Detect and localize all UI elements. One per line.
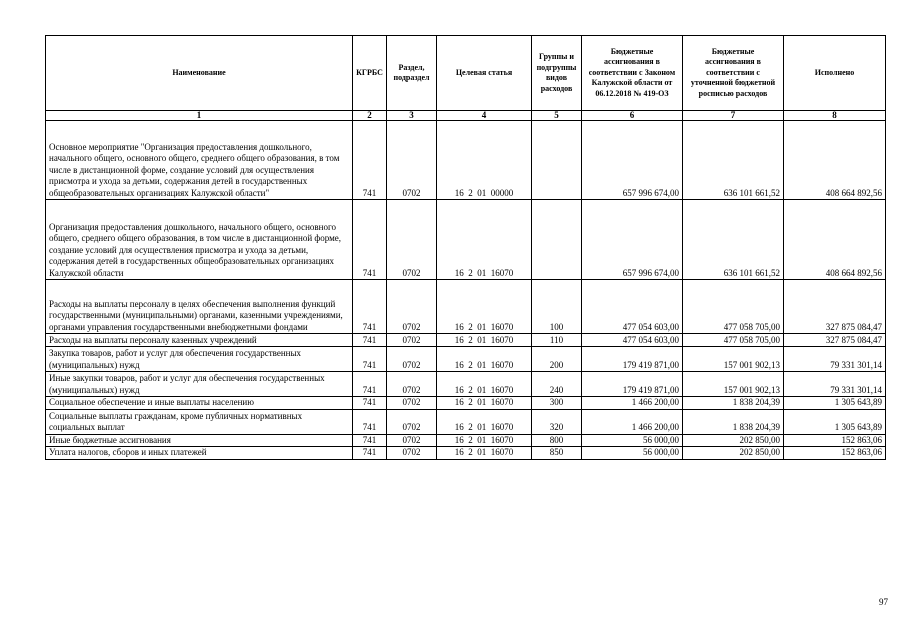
table-row bbox=[46, 409, 886, 434]
table-row bbox=[46, 447, 886, 460]
row-group: 850 bbox=[532, 447, 582, 460]
row-law: 56 000,00 bbox=[582, 434, 683, 447]
row-refined: 477 058 705,00 bbox=[683, 334, 784, 347]
row-law: 179 419 871,00 bbox=[582, 347, 683, 372]
row-refined: 157 001 902,13 bbox=[683, 347, 784, 372]
row-name: Организация предоставления дошкольного, начального общего, основного общего, среднего общего образования, в том числе в дистанционной форме, создание условий для осуществления присмотра и ухода за детьми, содержания детей в государственных общеобразовательных организациях Калужской области bbox=[46, 200, 353, 280]
row-law: 477 054 603,00 bbox=[582, 334, 683, 347]
header-target: Целевая статья bbox=[437, 36, 532, 111]
row-executed: 327 875 084,47 bbox=[784, 334, 886, 347]
row-executed: 152 863,06 bbox=[784, 447, 886, 460]
table-row bbox=[46, 121, 886, 200]
row-executed: 79 331 301,14 bbox=[784, 347, 886, 372]
header-executed: Исполнено bbox=[784, 36, 886, 111]
row-executed: 152 863,06 bbox=[784, 434, 886, 447]
row-name: Расходы на выплаты персоналу в целях обеспечения выполнения функций государственными (муниципальными) органами, казенными учреждениями, органами управления государственными внебюджетными фондами bbox=[46, 280, 353, 334]
row-name: Социальное обеспечение и иные выплаты населению bbox=[46, 397, 353, 410]
column-number: 2 bbox=[353, 111, 387, 121]
column-number: 6 bbox=[582, 111, 683, 121]
row-target: 16 2 01 16070 bbox=[437, 372, 532, 397]
header-assign-law: Бюджетные ассигнования в соответствии с Законом Калужской области от 06.12.2018 № 419-ОЗ bbox=[582, 36, 683, 111]
row-kgrbs: 741 bbox=[353, 280, 387, 334]
row-section: 0702 bbox=[387, 447, 437, 460]
budget-table bbox=[45, 35, 886, 460]
header-name: Наименование bbox=[46, 36, 353, 111]
row-name: Закупка товаров, работ и услуг для обеспечения государственных (муниципальных) нужд bbox=[46, 347, 353, 372]
row-refined: 202 850,00 bbox=[683, 447, 784, 460]
row-group bbox=[532, 200, 582, 280]
row-target: 16 2 01 16070 bbox=[437, 200, 532, 280]
row-law: 477 054 603,00 bbox=[582, 280, 683, 334]
row-refined: 636 101 661,52 bbox=[683, 121, 784, 200]
table-row bbox=[46, 280, 886, 334]
column-number-row bbox=[46, 111, 886, 121]
row-executed: 408 664 892,56 bbox=[784, 121, 886, 200]
page-number: 97 bbox=[879, 597, 888, 607]
row-name: Расходы на выплаты персоналу казенных учреждений bbox=[46, 334, 353, 347]
row-group bbox=[532, 121, 582, 200]
row-law: 179 419 871,00 bbox=[582, 372, 683, 397]
row-name: Основное мероприятие "Организация предоставления дошкольного, начального общего, основного общего, среднего общего образования, в том числе в дистанционной форме, создание условий для осуществления присмотра и ухода за детьми, содержания детей в государственных общеобразовательных организациях Калужской области" bbox=[46, 121, 353, 200]
row-kgrbs: 741 bbox=[353, 372, 387, 397]
row-law: 657 996 674,00 bbox=[582, 200, 683, 280]
table-row bbox=[46, 334, 886, 347]
row-refined: 1 838 204,39 bbox=[683, 397, 784, 410]
row-law: 56 000,00 bbox=[582, 447, 683, 460]
column-number: 3 bbox=[387, 111, 437, 121]
row-refined: 202 850,00 bbox=[683, 434, 784, 447]
column-number: 5 bbox=[532, 111, 582, 121]
row-group: 240 bbox=[532, 372, 582, 397]
row-target: 16 2 01 16070 bbox=[437, 447, 532, 460]
row-target: 16 2 01 16070 bbox=[437, 347, 532, 372]
table-row bbox=[46, 347, 886, 372]
row-law: 1 466 200,00 bbox=[582, 409, 683, 434]
row-executed: 1 305 643,89 bbox=[784, 409, 886, 434]
row-name: Уплата налогов, сборов и иных платежей bbox=[46, 447, 353, 460]
header-groups: Группы и подгруппы видов расходов bbox=[532, 36, 582, 111]
row-group: 800 bbox=[532, 434, 582, 447]
column-number: 8 bbox=[784, 111, 886, 121]
row-refined: 477 058 705,00 bbox=[683, 280, 784, 334]
row-executed: 1 305 643,89 bbox=[784, 397, 886, 410]
table-row bbox=[46, 372, 886, 397]
row-section: 0702 bbox=[387, 334, 437, 347]
row-section: 0702 bbox=[387, 121, 437, 200]
row-section: 0702 bbox=[387, 280, 437, 334]
row-kgrbs: 741 bbox=[353, 409, 387, 434]
header-section: Раздел, подраздел bbox=[387, 36, 437, 111]
row-name: Иные закупки товаров, работ и услуг для обеспечения государственных (муниципальных) нужд bbox=[46, 372, 353, 397]
row-group: 100 bbox=[532, 280, 582, 334]
row-kgrbs: 741 bbox=[353, 334, 387, 347]
row-kgrbs: 741 bbox=[353, 434, 387, 447]
row-target: 16 2 01 16070 bbox=[437, 409, 532, 434]
row-executed: 327 875 084,47 bbox=[784, 280, 886, 334]
header-kgrbs: КГРБС bbox=[353, 36, 387, 111]
row-target: 16 2 01 00000 bbox=[437, 121, 532, 200]
row-target: 16 2 01 16070 bbox=[437, 280, 532, 334]
row-target: 16 2 01 16070 bbox=[437, 434, 532, 447]
column-number: 4 bbox=[437, 111, 532, 121]
row-section: 0702 bbox=[387, 409, 437, 434]
row-target: 16 2 01 16070 bbox=[437, 397, 532, 410]
row-law: 1 466 200,00 bbox=[582, 397, 683, 410]
table-row bbox=[46, 434, 886, 447]
row-group: 200 bbox=[532, 347, 582, 372]
row-kgrbs: 741 bbox=[353, 121, 387, 200]
row-kgrbs: 741 bbox=[353, 347, 387, 372]
row-group: 320 bbox=[532, 409, 582, 434]
row-name: Социальные выплаты гражданам, кроме публичных нормативных социальных выплат bbox=[46, 409, 353, 434]
header-row bbox=[46, 36, 886, 111]
table-row bbox=[46, 397, 886, 410]
row-group: 110 bbox=[532, 334, 582, 347]
row-group: 300 bbox=[532, 397, 582, 410]
row-section: 0702 bbox=[387, 434, 437, 447]
row-kgrbs: 741 bbox=[353, 397, 387, 410]
row-target: 16 2 01 16070 bbox=[437, 334, 532, 347]
row-law: 657 996 674,00 bbox=[582, 121, 683, 200]
row-section: 0702 bbox=[387, 372, 437, 397]
row-refined: 1 838 204,39 bbox=[683, 409, 784, 434]
column-number: 1 bbox=[46, 111, 353, 121]
table-row bbox=[46, 200, 886, 280]
row-kgrbs: 741 bbox=[353, 200, 387, 280]
row-executed: 408 664 892,56 bbox=[784, 200, 886, 280]
row-refined: 157 001 902,13 bbox=[683, 372, 784, 397]
row-kgrbs: 741 bbox=[353, 447, 387, 460]
column-number: 7 bbox=[683, 111, 784, 121]
row-section: 0702 bbox=[387, 200, 437, 280]
row-executed: 79 331 301,14 bbox=[784, 372, 886, 397]
row-section: 0702 bbox=[387, 397, 437, 410]
row-refined: 636 101 661,52 bbox=[683, 200, 784, 280]
header-assign-refined: Бюджетные ассигнования в соответствии с уточненной бюджетной росписью расходов bbox=[683, 36, 784, 111]
row-name: Иные бюджетные ассигнования bbox=[46, 434, 353, 447]
row-section: 0702 bbox=[387, 347, 437, 372]
